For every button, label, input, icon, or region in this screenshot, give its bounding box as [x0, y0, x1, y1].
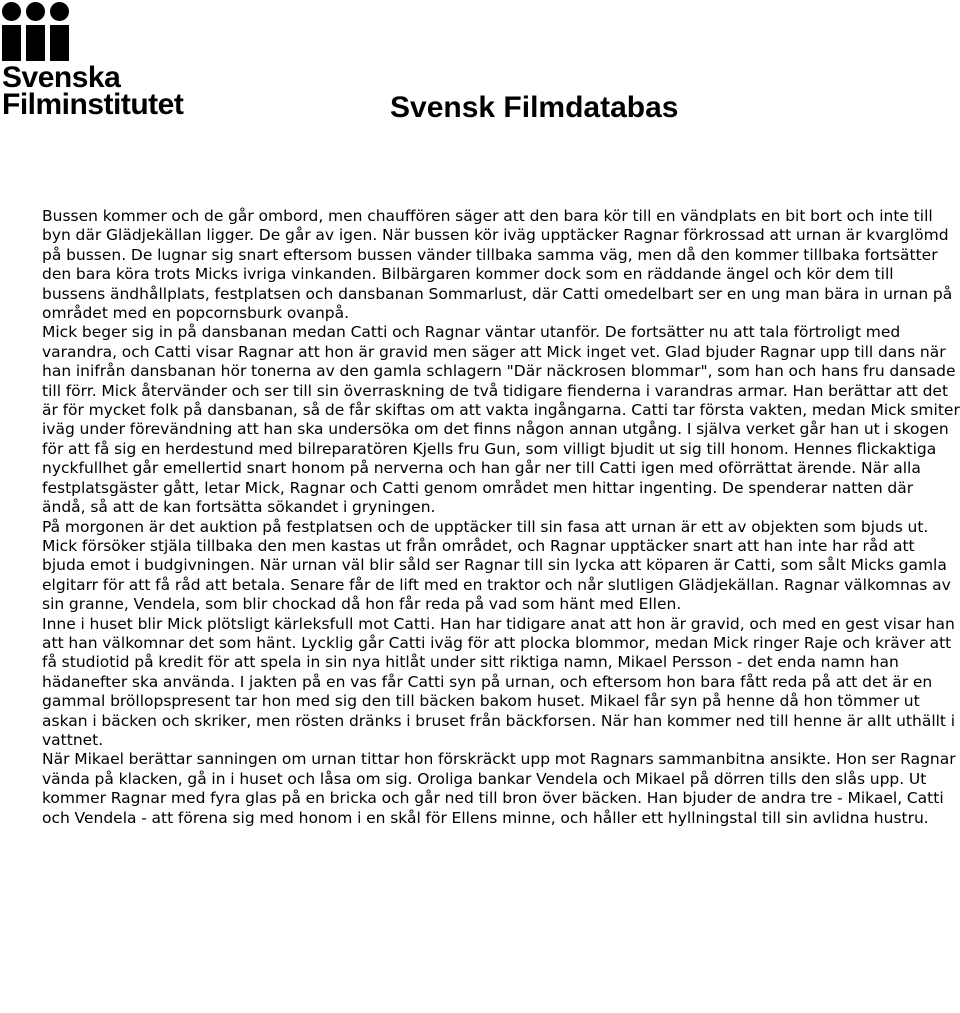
synopsis-text: Bussen kommer och de går ombord, men chauffören säger att den bara kör till en vändplats en bit bort och inte till byn där Glädjekällan ligger. De går av igen. När bussen kör iväg upptäcker Ragnar förkrossad att urnan är kvarglömd på bussen. De lugnar sig snart eftersom bussen vänder tillbaka samma väg, men då den kommer tillbaka fortsätter den bara köra trots Micks ivriga vinkanden. Bilbärgaren kommer dock som en räddande ängel och kör dem till bussens ändhållplats, festplatsen och dansbanan Sommarlust, där Catti omedelbart ser en ung man bära in urnan på området med en popcornsburk ovanpå. Mick beger sig in på dansbanan medan Catti och Ragnar väntar utanför. De fortsätter nu att tala förtroligt med varandra, och Catti visar Ragnar att hon är gravid men säger att Mick inget vet. Glad bjuder Ragnar upp till dans när han inifrån dansbanan hör tonerna av den gamla schlagern "Där näckrosen blommar", som han och hans fru dansade till förr. Mick återvänder och ser till sin överraskning de två tidigare fienderna i varandras armar. Han berättar att det är för mycket folk på dansbanan, så de får skiftas om att vakta ingångarna. Catti tar första vakten, medan Mick smiter iväg under förevändning att han ska undersöka om det finns någon annan utgång. I själva verket går han ut i skogen för att få sig en herdestund med bilreparatören Kjells fru Gun, som villigt bjudit ut sig till honom. Hennes flickaktiga nyckfullhet går emellertid snart honom på nerverna och han går ner till Catti igen med oförrättat ärende. När alla festplatsgäster gått, letar Mick, Ragnar och Catti genom området men hittar ingenting. De spenderar natten där ändå, så att de kan fortsätta sökandet i gryningen. På morgonen är det auktion på festplatsen och de upptäcker till sin fasa att urnan är ett av objekten som bjuds ut. Mick försöker stjäla tillbaka den men kastas ut från området, och Ragnar upptäcker snart att han inte har råd att bjuda emot i budgivningen. När urnan väl blir såld ser Ragnar till sin lycka att köparen är Catti, som sålt Micks gamla elgitarr för att få råd att betala. Senare får de lift med en traktor och når slutligen Glädjekällan. Ragnar välkomnas av sin granne, Vendela, som blir chockad då hon får reda på vad som hänt med Ellen. Inne i huset blir Mick plötsligt kärleksfull mot Catti. Han har tidigare anat att hon är gravid, och med en gest visar han att han välkomnar det som hänt. Lycklig går Catti iväg för att plocka blommor, medan Mick ringer Raje och kräver att få studiotid på kredit för att spela in sin nya hitlåt under sitt riktiga namn, Mikael Persson - det enda namn han hädanefter ska använda. I jakten på en vas får Catti syn på urnan, och eftersom hon bara fått reda på att det är en gammal bröllopspresent tar hon med sig den till bäcken bakom huset. Mikael får syn på henne då hon tömmer ut askan i bäcken och skriker, men rösten dränks i bruset från bäckforsen. När han kommer ned till henne är allt uthällt i vattnet. När Mikael berättar sanningen om urnan tittar hon förskräckt upp mot Ragnars sammanbitna ansikte. Hon ser Ragnar vända på klacken, gå in i huset och låsa om sig. Oroliga bankar Vendela och Mikael på dörren tills den slås upp. Ut kommer Ragnar med fyra glas på en bricka och går ned till bron över bäcken. Han bjuder de andra tre - Mikael, Catti och Vendela - att förena sig med honom i en skål för Ellens minne, och håller ett hyllningstal till sin avlidna hustru.: [42, 207, 960, 827]
page-title: Svensk Filmdatabas: [390, 91, 679, 124]
logo-line-1: Svenska: [2, 61, 121, 94]
logo-dot-icon: [2, 2, 21, 21]
logo-block-icon: [26, 25, 45, 61]
logo-line-2: Filminstitutet: [2, 88, 184, 121]
logo-dot-icon: [50, 2, 69, 21]
logo-dot-icon: [26, 2, 45, 21]
logo-mark-icon: [2, 2, 78, 62]
logo-block-icon: [50, 25, 69, 61]
logo-wordmark: [2, 61, 184, 121]
logo-block-icon: [2, 25, 21, 61]
svenska-filminstitutet-logo: [2, 2, 202, 127]
